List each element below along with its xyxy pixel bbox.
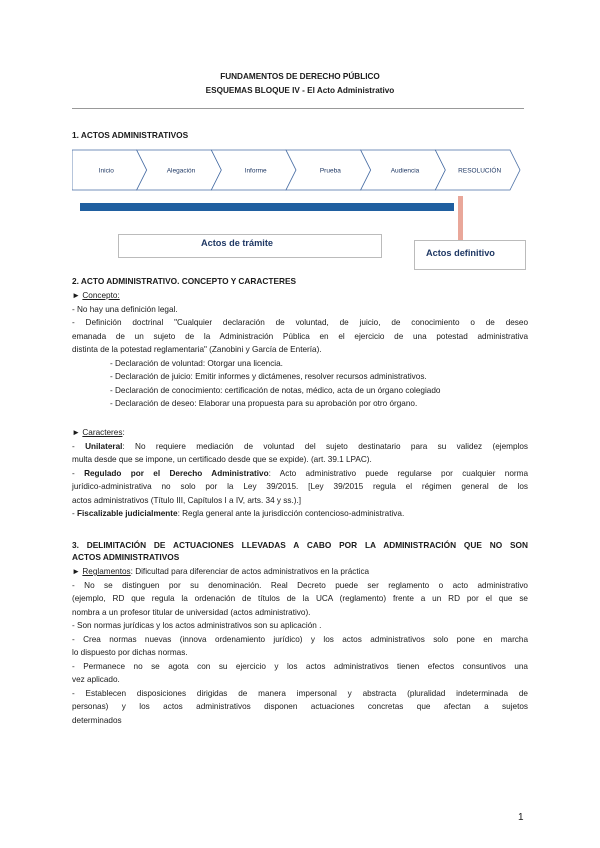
unilateral-line-2: multa desde que se impone, un certificado desde que se expide). (art. 39.1 LPAC). [72, 455, 372, 464]
header-rule [72, 108, 524, 109]
reglamentos-line: personas) y los actos administrativos disponen actuaciones concretas que afectan a sujetos [72, 702, 528, 711]
process-step-label: Prueba [319, 167, 341, 175]
concepto-label: Concepto: [82, 291, 120, 300]
reglamentos-line: lo dispuesto por dichas normas. [72, 648, 188, 657]
reglamentos-line: vez aplicado. [72, 675, 120, 684]
reglamentos-line: nombra a un profesor titular de universidad (actos administrativo). [72, 607, 311, 617]
regulado-line: - Regulado por el Derecho Administrativo: Acto administrativo puede regularse por cualquier norma [72, 468, 528, 478]
unilateral-text: : No requiere mediación de voluntad del sujeto destinatario para su validez (ejemplos [122, 441, 528, 451]
section3-title [72, 540, 528, 562]
regulado-label: Regulado por el Derecho Administrativo [84, 468, 269, 478]
declaracion-item: - Declaración de deseo: Elaborar una propuesta para su aprobación por otro órgano. [110, 399, 418, 408]
reglamentos-line: (ejemplo, RD que regula la ordenación de títulos de la UCA (reglamento) frente a un RD por el que se [72, 594, 528, 603]
reglamentos-heading: ► Reglamentos: Dificultad para diferenciar de actos administrativos en la práctica [72, 567, 370, 576]
reglamentos-line: - Crea normas nuevas (innova ordenamiento jurídico) y los actos administrativos solo pone en marcha [72, 634, 528, 644]
tramite-label: Actos de trámite [201, 238, 273, 248]
section1-title: 1. ACTOS ADMINISTRATIVOS [72, 130, 189, 140]
process-chevrons [72, 150, 520, 190]
reglamentos-line: - Permanece no se agota con su ejercicio y los actos administrativos tienen efectos consuntivos una [72, 661, 528, 671]
declaracion-item: - Declaración de juicio: Emitir informes y dictámenes, resolver recursos administrativos. [110, 372, 427, 381]
declaracion-item: - Declaración de conocimiento: certificación de notas, médico, acta de un órgano colegiado [110, 385, 441, 395]
caracteres-heading: ► Caracteres: [72, 428, 125, 437]
reglamentos-line: - Establecen disposiciones dirigidas de manera impersonal y abstracta (pluralidad indeterminada de [72, 688, 528, 698]
definitivo-arrow-shaft [458, 196, 463, 242]
reglamentos-block [72, 565, 528, 727]
regulado-line-2: jurídico-administrativa no solo por la Ley 39/2015. [Ley 39/2015 regula el régimen general de los [72, 482, 528, 491]
unilateral-label: Unilateral [85, 441, 123, 451]
reglamentos-text: : Dificultad para diferenciar de actos administrativos en la práctica [130, 567, 370, 576]
reglamentos-label: Reglamentos [82, 567, 131, 576]
caracteres-block [72, 426, 528, 521]
unilateral-line: - Unilateral: No requiere mediación de voluntad del sujeto destinatario para su validez (ejemplos [72, 441, 528, 451]
process-step-label: Alegación [166, 167, 196, 175]
regulado-text: : Acto administrativo puede regularse por cualquier norma [268, 468, 528, 478]
section2-title: 2. ACTO ADMINISTRATIVO. CONCEPTO Y CARACTERES [72, 276, 297, 286]
reglamentos-line: determinados [72, 715, 122, 725]
fiscalizable-label: Fiscalizable judicialmente [77, 509, 178, 518]
concepto-block [72, 289, 528, 411]
concepto-line: - No hay una definición legal. [72, 304, 178, 314]
definitivo-label: Actos definitivo [426, 248, 495, 258]
regulado-line-3: actos administrativos (Título III, Capítulos I a IV, arts. 34 y ss.).] [72, 495, 302, 505]
process-step-label: Inicio [98, 167, 114, 175]
header-title: FUNDAMENTOS DE DERECHO PÚBLICO [220, 72, 380, 81]
concepto-line: emanada de un sujeto de la Administración Pública en el ejercicio de una potestad administrativa [72, 331, 528, 341]
concepto-line: distinta de la potestad reglamentaria" (Zanobini y García de Entería). [72, 345, 322, 354]
page-number: 1 [518, 812, 524, 823]
tramite-bar [80, 203, 454, 211]
reglamentos-line: - No se distinguen por su denominación. Real Decreto puede ser reglamento o acto administrativo [72, 580, 528, 590]
section3-title-line-2: ACTOS ADMINISTRATIVOS [72, 552, 180, 562]
fiscalizable-text: : Regla general ante la jurisdicción contencioso-administrativa. [177, 509, 405, 518]
caracteres-label: Caracteres [82, 428, 123, 437]
header-subtitle: ESQUEMAS BLOQUE IV - El Acto Administrativo [205, 86, 395, 95]
process-step-label: Informe [244, 167, 267, 175]
section3-title-line-1: 3. DELIMITACIÓN DE ACTUACIONES LLEVADAS A CABO POR LA ADMINISTRACIÓN QUE NO SON [72, 540, 528, 550]
reglamentos-line: - Son normas jurídicas y los actos administrativos son su aplicación . [72, 621, 322, 630]
process-step-label: RESOLUCIÓN [458, 167, 502, 175]
process-step-label: Audiencia [390, 167, 420, 175]
concepto-line: - Definición doctrinal "Cualquier declaración de voluntad, de juicio, de conocimiento o de deseo [72, 318, 528, 327]
fiscalizable-line: - Fiscalizable judicialmente: Regla general ante la jurisdicción contencioso-administrativa. [72, 509, 405, 518]
concepto-heading: ► Concepto: [72, 291, 120, 300]
declaracion-item: - Declaración de voluntad: Otorgar una licencia. [110, 358, 283, 368]
